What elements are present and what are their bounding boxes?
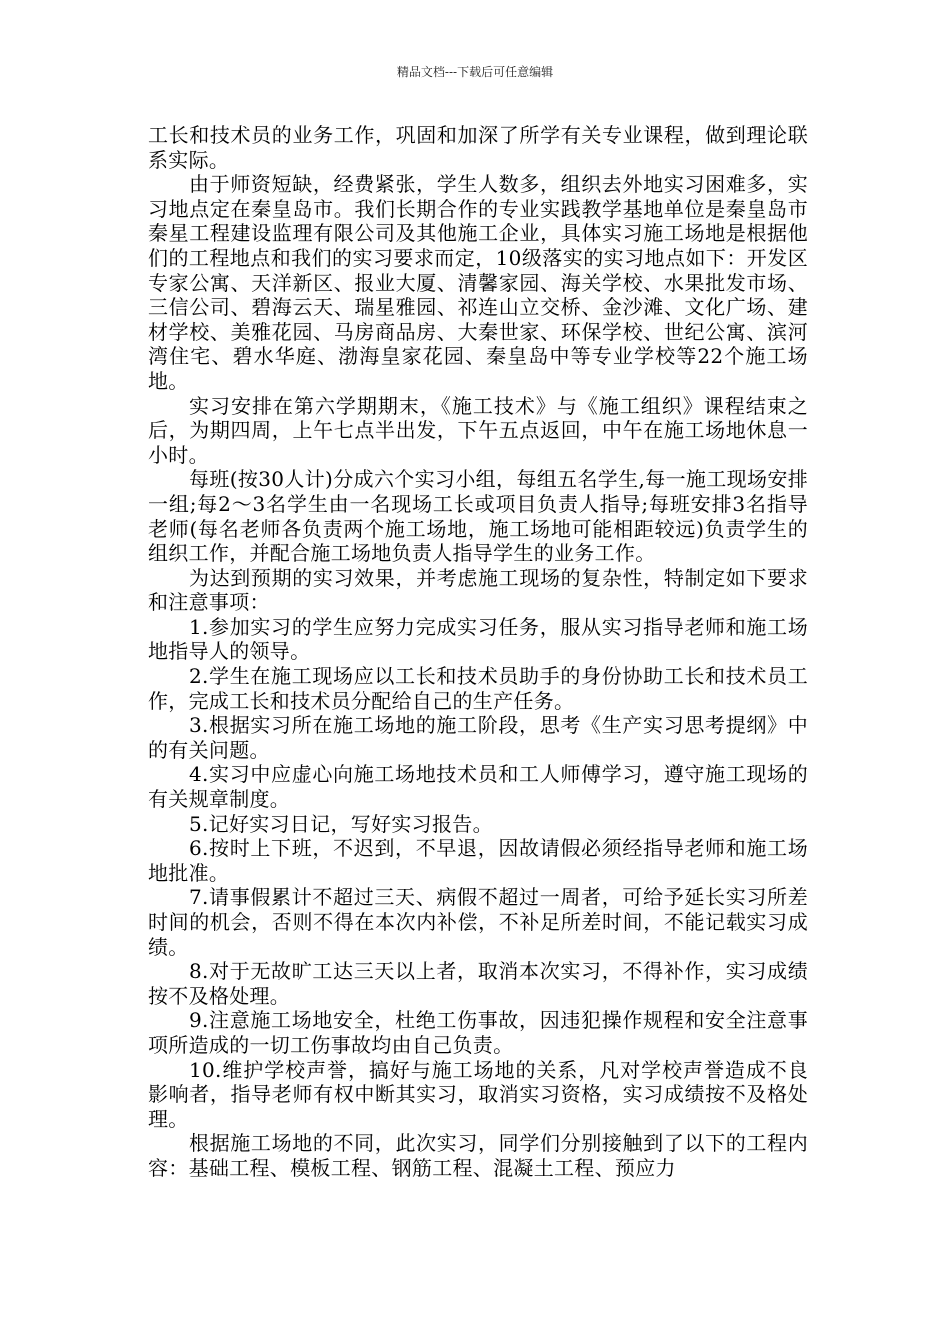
- paragraph-internship-location: 由于师资短缺，经费紧张，学生人数多，组织去外地实习困难多，实习地点定在秦皇岛市。我们长期合作的专业实践教学基地单位是秦皇岛市秦星工程建设监理有限公司及其他施工企业，具体实习施工场地是根据他们的工程地点和我们的实习要求而定，10级落实的实习地点如下：开发区专家公寓、天洋新区、报业大厦、清馨家园、海关学校、水果批发市场、三信公司、碧海云天、瑞星雅园、祁连山立交桥、金沙滩、文化广场、建材学校、美雅花园、马房商品房、大秦世家、环保学校、世纪公寓、滨河湾住宅、碧水华庭、渤海皇家花园、秦皇岛中等专业学校等22个施工场地。: [148, 172, 808, 393]
- requirement-item-3: 3.根据实习所在施工场地的施工阶段，思考《生产实习思考提纲》中的有关问题。: [148, 713, 808, 762]
- requirement-item-6: 6.按时上下班，不迟到，不早退，因故请假必须经指导老师和施工场地批准。: [148, 836, 808, 885]
- requirement-item-9: 9.注意施工场地安全，杜绝工伤事故，因违犯操作规程和安全注意事项所造成的一切工伤事故均由自己负责。: [148, 1008, 808, 1057]
- paragraph-schedule: 实习安排在第六学期期末，《施工技术》与《施工组织》课程结束之后，为期四周，上午七点半出发，下午五点返回，中午在施工场地休息一小时。: [148, 393, 808, 467]
- page-header: 精品文档---下载后可任意编辑: [396, 65, 554, 79]
- requirement-item-7: 7.请事假累计不超过三天、病假不超过一周者，可给予延长实习所差时间的机会，否则不得在本次内补偿，不补足所差时间，不能记载实习成绩。: [148, 885, 808, 959]
- requirement-item-10: 10.维护学校声誉，搞好与施工场地的关系，凡对学校声誉造成不良影响者，指导老师有权中断其实习，取消实习资格，实习成绩按不及格处理。: [148, 1057, 808, 1131]
- paragraph-grouping: 每班(按30人计)分成六个实习小组，每组五名学生,每一施工现场安排一组;每2～3名学生由一名现场工长或项目负责人指导;每班安排3名指导老师(每名老师各负责两个施工场地，施工场地可能相距较远)负责学生的组织工作，并配合施工场地负责人指导学生的业务工作。: [148, 467, 808, 566]
- requirement-item-8: 8.对于无故旷工达三天以上者，取消本次实习，不得补作，实习成绩按不及格处理。: [148, 959, 808, 1008]
- paragraph-continuation: 工长和技术员的业务工作，巩固和加深了所学有关专业课程，做到理论联系实际。: [148, 123, 808, 172]
- paragraph-engineering-content: 根据施工场地的不同，此次实习，同学们分别接触到了以下的工程内容：基础工程、模板工程、钢筋工程、混凝土工程、预应力: [148, 1131, 808, 1180]
- paragraph-requirements-intro: 为达到预期的实习效果，并考虑施工现场的复杂性，特制定如下要求和注意事项：: [148, 565, 808, 615]
- requirement-item-5: 5.记好实习日记，写好实习报告。: [189, 811, 493, 836]
- requirement-item-2: 2.学生在施工现场应以工长和技术员助手的身份协助工长和技术员工作，完成工长和技术员分配给自己的生产任务。: [148, 664, 808, 713]
- requirement-item-1: 1.参加实习的学生应努力完成实习任务，服从实习指导老师和施工场地指导人的领导。: [148, 614, 808, 664]
- requirement-item-4: 4.实习中应虚心向施工场地技术员和工人师傅学习，遵守施工现场的有关规章制度。: [148, 762, 808, 812]
- document-body: [148, 123, 808, 1181]
